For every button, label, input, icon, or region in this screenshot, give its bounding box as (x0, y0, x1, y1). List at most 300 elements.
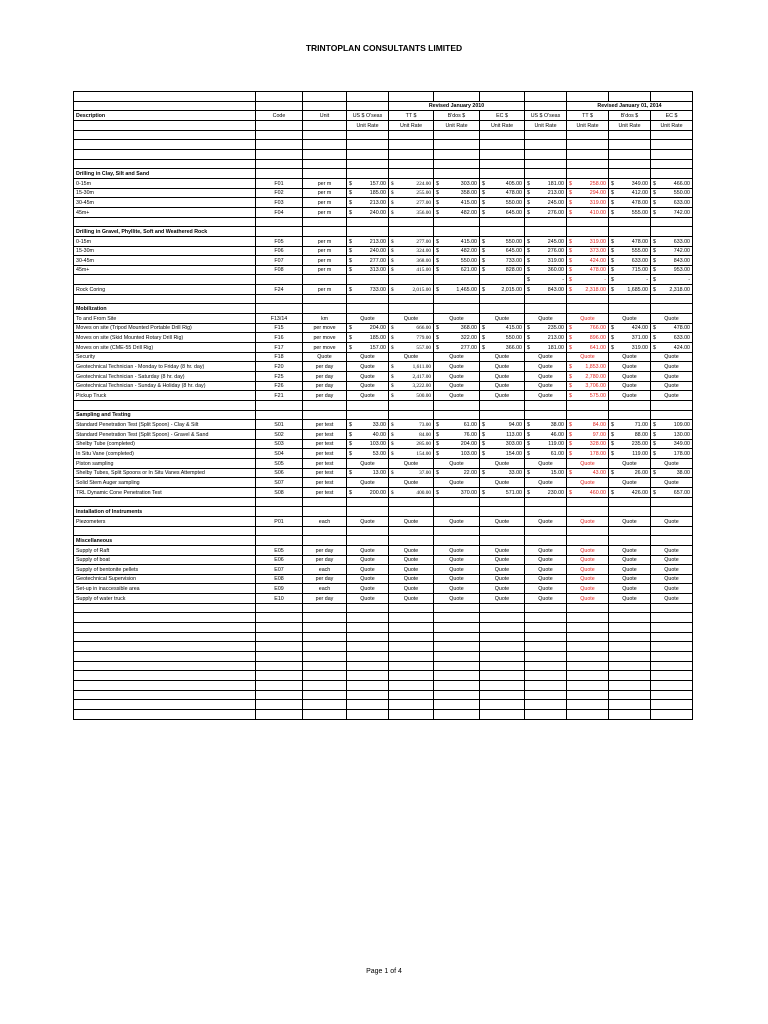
cell (256, 149, 303, 159)
cell (347, 304, 389, 314)
rate-value: 733.00 (505, 257, 522, 264)
cell (303, 401, 347, 411)
cell (434, 681, 480, 691)
rate-cell (567, 487, 609, 497)
cell (651, 169, 693, 179)
cell (651, 149, 693, 159)
quote-value: Quote (622, 595, 637, 602)
quote-value: Quote (538, 364, 553, 371)
cell (525, 130, 567, 140)
cell (434, 159, 480, 169)
cell (303, 671, 347, 681)
rate-cell (347, 468, 389, 478)
currency-symbol: $ (569, 431, 572, 438)
rate-cell (651, 381, 693, 391)
rate-cell (434, 256, 480, 266)
table-row (74, 265, 693, 275)
currency-symbol: $ (482, 470, 485, 477)
rate-value: 185.00 (369, 335, 386, 342)
cell (609, 690, 651, 700)
currency-symbol: $ (569, 277, 572, 284)
quote-value: Quote (622, 479, 637, 486)
rate-value: 213.00 (369, 199, 386, 206)
cell (567, 507, 609, 517)
cell (567, 227, 609, 237)
cell (525, 536, 567, 546)
cell (525, 140, 567, 150)
cell (480, 304, 525, 314)
cell (609, 217, 651, 227)
group-2014-label: Revised January 01, 2014 (567, 101, 693, 111)
rate-cell (609, 584, 651, 594)
cell (303, 227, 347, 237)
cell (651, 497, 693, 507)
table-row (74, 149, 693, 159)
cell (303, 700, 347, 710)
cell (609, 671, 651, 681)
cell (567, 613, 609, 623)
cell (651, 159, 693, 169)
currency-symbol: $ (527, 267, 530, 274)
currency-symbol: $ (349, 441, 352, 448)
rate-cell (480, 478, 525, 488)
currency-symbol: $ (391, 325, 394, 332)
quote-value: Quote (403, 354, 419, 361)
page-number: Page 1 of 4 (366, 968, 402, 975)
col-code: Code (256, 111, 303, 121)
rate-value: 13.00 (372, 470, 386, 477)
rate-value: 373.00 (589, 248, 606, 255)
header-row-spacer (74, 92, 693, 102)
currency-symbol: $ (391, 383, 394, 390)
cell (74, 661, 256, 671)
currency-symbol: $ (482, 267, 485, 274)
cell (303, 304, 347, 314)
currency-symbol: $ (611, 335, 614, 342)
rate-value: 466.00 (673, 180, 690, 187)
cell (74, 149, 256, 159)
rate-cell (389, 381, 434, 391)
cell (567, 710, 609, 720)
rate-cell (480, 468, 525, 478)
currency-symbol: $ (349, 286, 352, 293)
currency-symbol: $ (653, 335, 656, 342)
item-description: Supply of bentonite pellets (74, 565, 256, 575)
cell (434, 294, 480, 304)
rate-cell (434, 458, 480, 468)
rate-cell (609, 545, 651, 555)
rate-value: 633.00 (673, 199, 690, 206)
rate-cell (389, 574, 434, 584)
rate-cell (434, 555, 480, 565)
rate-value: 550.00 (505, 238, 522, 245)
rate-cell (389, 207, 434, 217)
rate-cell (347, 516, 389, 526)
cell (256, 623, 303, 633)
item-code: E08 (256, 574, 303, 584)
rate-cell (389, 487, 434, 497)
cell (567, 671, 609, 681)
cell (256, 401, 303, 411)
rate-value: 276.00 (547, 248, 564, 255)
item-description: 0-15m (74, 236, 256, 246)
cell (651, 710, 693, 720)
rate-value: 405.00 (505, 180, 522, 187)
item-code: F18 (256, 352, 303, 362)
currency-symbol: $ (482, 450, 485, 457)
rate-cell (347, 478, 389, 488)
rate-cell (525, 236, 567, 246)
rate-value: 478.00 (673, 325, 690, 332)
rate-value: 319.00 (589, 238, 606, 245)
rate-cell (389, 555, 434, 565)
currency-symbol: $ (391, 373, 394, 380)
rate-cell (567, 565, 609, 575)
cell (303, 632, 347, 642)
table-row (74, 487, 693, 497)
item-code: F21 (256, 391, 303, 401)
cell (347, 652, 389, 662)
rate-cell (434, 516, 480, 526)
cell (567, 304, 609, 314)
rate-value: 240.00 (369, 209, 386, 216)
currency-symbol: $ (391, 489, 394, 496)
currency-symbol: $ (349, 257, 352, 264)
rate-cell (347, 236, 389, 246)
currency-symbol: $ (653, 450, 656, 457)
item-unit: per day (303, 381, 347, 391)
rate-value: 779.00 (416, 335, 431, 342)
rate-value: 319.00 (589, 199, 606, 206)
rate-cell (651, 516, 693, 526)
rate-cell (347, 449, 389, 459)
currency-symbol: $ (611, 421, 614, 428)
table-row (74, 497, 693, 507)
rate-value: 1,611.00 (412, 364, 431, 371)
item-description: Rock Coring (74, 285, 256, 295)
rate-value: 482.00 (460, 248, 477, 255)
currency-symbol: $ (653, 489, 656, 496)
rate-cell (389, 178, 434, 188)
cell (303, 623, 347, 633)
cell (389, 632, 434, 642)
item-code: F02 (256, 188, 303, 198)
rate-value: 2,015.00 (412, 286, 431, 293)
cell (480, 275, 525, 285)
quote-value: Quote (494, 518, 510, 525)
rate-cell (525, 352, 567, 362)
cell (480, 661, 525, 671)
rate-cell (567, 555, 609, 565)
rate-value: 733.00 (369, 286, 386, 293)
cell (434, 642, 480, 652)
quote-value: Quote (494, 354, 510, 361)
quote-value: Quote (538, 460, 553, 467)
rate-value: 324.00 (416, 248, 431, 255)
rate-cell (434, 343, 480, 353)
item-description: 45m+ (74, 265, 256, 275)
quote-value: Quote (664, 576, 679, 583)
cell (74, 623, 256, 633)
rate-value: 185.00 (369, 190, 386, 197)
cell (434, 526, 480, 536)
rate-value: 478.00 (505, 190, 522, 197)
rate-cell (389, 391, 434, 401)
table-row (74, 362, 693, 372)
rate-cell (567, 584, 609, 594)
rate-cell (434, 429, 480, 439)
rate-cell (525, 246, 567, 256)
rate-cell (651, 256, 693, 266)
quote-value: Quote (360, 354, 375, 361)
cell (347, 536, 389, 546)
item-unit: per move (303, 323, 347, 333)
rate-cell (651, 188, 693, 198)
cell (434, 149, 480, 159)
rate-cell (651, 545, 693, 555)
table-row (74, 594, 693, 604)
table-row (74, 323, 693, 333)
table-row (74, 449, 693, 459)
cell (525, 217, 567, 227)
rate-cell (480, 198, 525, 208)
item-description: Geotechnical Technician - Saturday (8 hr. day) (74, 372, 256, 382)
rate-value: 424.00 (589, 257, 606, 264)
rate-cell (480, 178, 525, 188)
col-ec-2014: EC $ (651, 111, 693, 121)
quote-value: Quote (494, 586, 510, 593)
rate-value: 641.00 (589, 344, 606, 351)
quote-value: Quote (360, 364, 375, 371)
cell (525, 507, 567, 517)
cell (567, 130, 609, 140)
cell (389, 217, 434, 227)
rate-cell (567, 362, 609, 372)
quote-value: Quote (622, 557, 637, 564)
rate-cell (434, 314, 480, 324)
cell (389, 536, 434, 546)
item-description: Solid Stem Auger sampling (74, 478, 256, 488)
cell (389, 681, 434, 691)
rate-cell (347, 333, 389, 343)
quote-value: Quote (494, 566, 510, 573)
cell (525, 275, 567, 285)
quote-value: Quote (360, 586, 375, 593)
rate-value: 424.00 (673, 344, 690, 351)
rate-cell (525, 285, 567, 295)
rate-value: 235.00 (631, 441, 648, 448)
currency-symbol: $ (653, 344, 656, 351)
item-unit: per test (303, 458, 347, 468)
rate-cell (609, 429, 651, 439)
cell (567, 661, 609, 671)
quote-value: Quote (664, 460, 679, 467)
cell (347, 661, 389, 671)
rate-value: 213.00 (547, 335, 564, 342)
unit-rate-label: Unit Rate (434, 120, 480, 130)
cell (434, 623, 480, 633)
rate-value: 2,015.00 (501, 286, 522, 293)
item-code: F03 (256, 198, 303, 208)
cell (434, 652, 480, 662)
cell (567, 410, 609, 420)
currency-symbol: $ (436, 286, 439, 293)
cell (525, 294, 567, 304)
rate-cell (480, 516, 525, 526)
item-unit: per test (303, 478, 347, 488)
rate-cell (525, 381, 567, 391)
currency-symbol: $ (653, 470, 656, 477)
rate-cell (389, 429, 434, 439)
table-row (74, 507, 693, 517)
rate-value: 953.00 (673, 267, 690, 274)
cell (74, 652, 256, 662)
cell (651, 613, 693, 623)
cell (525, 671, 567, 681)
rate-cell (434, 545, 480, 555)
item-code: F26 (256, 381, 303, 391)
rate-value: 322.00 (460, 335, 477, 342)
col-tt-2010: TT $ (389, 111, 434, 121)
rate-cell (609, 468, 651, 478)
cell (303, 536, 347, 546)
rate-value: 204.00 (460, 441, 477, 448)
cell (303, 526, 347, 536)
quote-value: Quote (360, 576, 375, 583)
cell (256, 227, 303, 237)
cell (256, 661, 303, 671)
cell (651, 217, 693, 227)
cell (389, 613, 434, 623)
rate-value: 40.00 (372, 431, 386, 438)
cell (525, 526, 567, 536)
rate-value: 200.00 (369, 489, 386, 496)
rate-cell (567, 314, 609, 324)
rate-cell (567, 246, 609, 256)
currency-symbol: $ (436, 450, 439, 457)
rate-cell (567, 458, 609, 468)
rate-value: 113.00 (506, 431, 522, 438)
cell (347, 623, 389, 633)
currency-symbol: $ (611, 190, 614, 197)
cell (525, 410, 567, 420)
item-description: Security (74, 352, 256, 362)
rate-cell (389, 545, 434, 555)
currency-symbol: $ (611, 450, 614, 457)
rate-cell (567, 178, 609, 188)
currency-symbol: $ (482, 489, 485, 496)
cell (525, 700, 567, 710)
cell (303, 710, 347, 720)
cell (567, 140, 609, 150)
quote-value: Quote (664, 383, 679, 390)
cell (434, 507, 480, 517)
cell (74, 497, 256, 507)
currency-symbol: $ (611, 180, 614, 187)
rate-value: 478.00 (589, 267, 606, 274)
rate-cell (525, 449, 567, 459)
item-unit: per day (303, 362, 347, 372)
cell (347, 700, 389, 710)
rate-cell (651, 362, 693, 372)
quote-value: Quote (664, 373, 679, 380)
quote-value: Quote (538, 576, 553, 583)
cell (347, 401, 389, 411)
rate-cell (347, 265, 389, 275)
cell (347, 217, 389, 227)
currency-symbol: $ (569, 373, 572, 380)
rate-cell (609, 574, 651, 584)
cell (434, 710, 480, 720)
cell (525, 681, 567, 691)
item-unit: per day (303, 594, 347, 604)
table-row (74, 169, 693, 179)
currency-symbol: $ (527, 180, 530, 187)
rate-cell (480, 574, 525, 584)
rate-value: 154.00 (505, 450, 522, 457)
cell (651, 681, 693, 691)
cell (567, 294, 609, 304)
cell (651, 304, 693, 314)
cell (609, 710, 651, 720)
rate-cell (567, 343, 609, 353)
quote-value: Quote (580, 547, 595, 554)
cell (256, 536, 303, 546)
quote-value: Quote (494, 373, 510, 380)
cell (434, 410, 480, 420)
rate-value: 2,417.00 (412, 373, 431, 380)
rate-cell (389, 372, 434, 382)
item-description: Piezometers (74, 516, 256, 526)
currency-symbol: $ (653, 180, 656, 187)
rate-cell (609, 372, 651, 382)
currency-symbol: $ (611, 325, 614, 332)
rate-cell (347, 188, 389, 198)
cell (74, 130, 256, 140)
currency-symbol: $ (391, 335, 394, 342)
rate-cell (609, 449, 651, 459)
cell (480, 671, 525, 681)
rate-value: 412.00 (631, 190, 648, 197)
rate-value: 43.00 (592, 470, 606, 477)
cell (74, 642, 256, 652)
rate-cell (525, 429, 567, 439)
quote-value: Quote (403, 460, 419, 467)
cell (347, 140, 389, 150)
cell (74, 275, 256, 285)
cell (434, 632, 480, 642)
currency-symbol: $ (436, 257, 439, 264)
table-row (74, 198, 693, 208)
cell (74, 140, 256, 150)
cell (651, 507, 693, 517)
cell (389, 507, 434, 517)
rate-value: 766.00 (589, 325, 606, 332)
cell (256, 603, 303, 613)
currency-symbol: $ (482, 209, 485, 216)
cell (434, 671, 480, 681)
cell (567, 149, 609, 159)
cell (389, 603, 434, 613)
cell (256, 275, 303, 285)
cell (434, 227, 480, 237)
currency-symbol: $ (349, 450, 352, 457)
currency-symbol: $ (349, 190, 352, 197)
rate-cell (389, 584, 434, 594)
table-row (74, 391, 693, 401)
quote-value: Quote (538, 566, 553, 573)
cell (567, 217, 609, 227)
